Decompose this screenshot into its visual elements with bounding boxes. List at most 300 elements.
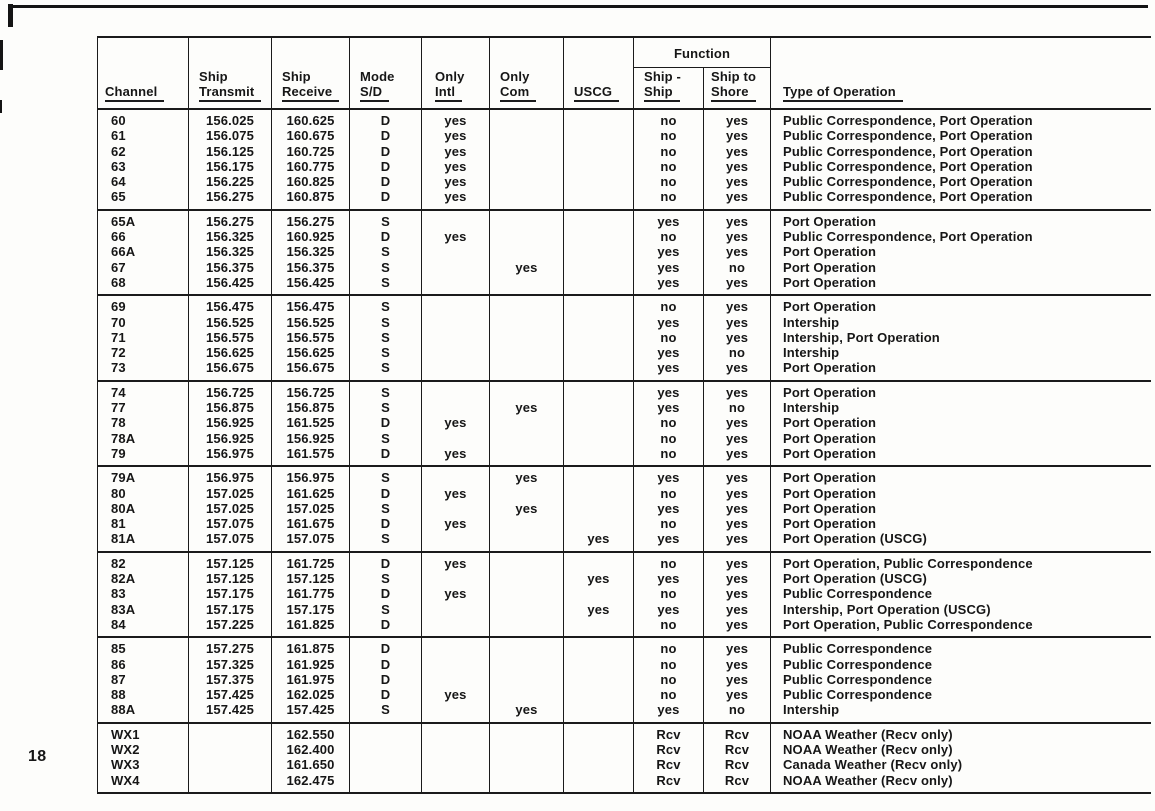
cell-receive: 156.625 [272, 345, 350, 360]
cell-com [490, 144, 564, 159]
cell-receive: 156.725 [272, 381, 350, 400]
cell-mode [350, 757, 422, 772]
cell-uscg [564, 742, 634, 757]
cell-mode: D [350, 486, 422, 501]
cell-com [490, 229, 564, 244]
cell-ship_shore: no [704, 260, 771, 275]
cell-intl: yes [422, 516, 490, 531]
cell-operation: Port Operation, Public Correspondence [771, 552, 1151, 571]
col-header-only-com: Only Com [490, 37, 564, 109]
cell-receive: 157.075 [272, 531, 350, 551]
table-row [98, 742, 1151, 757]
cell-intl [422, 360, 490, 380]
table-row [98, 672, 1151, 687]
cell-ship_ship: yes [634, 702, 704, 722]
cell-operation: Public Correspondence [771, 637, 1151, 656]
cell-operation: Intership [771, 345, 1151, 360]
table-row [98, 128, 1151, 143]
table-row [98, 260, 1151, 275]
cell-channel: 80 [111, 485, 126, 501]
cell-com: yes [490, 501, 564, 516]
cell-transmit: 156.325 [189, 244, 272, 259]
cell-receive: 157.125 [272, 571, 350, 586]
cell-transmit [189, 773, 272, 793]
table-row [98, 415, 1151, 430]
scan-artifact-top-line [12, 5, 1148, 8]
cell-operation: Port Operation [771, 446, 1151, 466]
cell-channel: 88 [111, 687, 126, 703]
cell-ship_shore: Rcv [704, 757, 771, 772]
table-row [98, 531, 1151, 551]
cell-operation: Port Operation [771, 431, 1151, 446]
cell-channel: 88A [111, 702, 136, 718]
cell-com [490, 773, 564, 793]
table-row [98, 210, 1151, 229]
cell-transmit: 156.425 [189, 275, 272, 295]
cell-channel: WX4 [111, 772, 140, 788]
cell-uscg [564, 260, 634, 275]
cell-com [490, 174, 564, 189]
cell-channel: 84 [111, 616, 126, 632]
cell-ship_shore: yes [704, 109, 771, 128]
cell-intl [422, 637, 490, 656]
cell-receive: 156.375 [272, 260, 350, 275]
table-row [98, 345, 1151, 360]
cell-operation: Port Operation, Public Correspondence [771, 617, 1151, 637]
cell-com [490, 552, 564, 571]
cell-ship_ship: yes [634, 210, 704, 229]
cell-intl: yes [422, 128, 490, 143]
cell-channel: 71 [111, 329, 126, 345]
cell-intl [422, 400, 490, 415]
cell-operation: Public Correspondence [771, 672, 1151, 687]
cell-channel: 83 [111, 586, 126, 602]
table-row [98, 381, 1151, 400]
cell-intl: yes [422, 446, 490, 466]
cell-ship_shore: no [704, 400, 771, 415]
cell-ship_shore: no [704, 345, 771, 360]
col-header-ship-transmit: Ship Transmit [189, 37, 272, 109]
cell-intl: yes [422, 552, 490, 571]
cell-intl [422, 260, 490, 275]
cell-mode: D [350, 446, 422, 466]
cell-com [490, 128, 564, 143]
cell-transmit: 157.175 [189, 586, 272, 601]
cell-ship_shore: yes [704, 586, 771, 601]
cell-mode [350, 742, 422, 757]
table-row [98, 109, 1151, 128]
cell-channel: 69 [111, 299, 126, 315]
table-row [98, 757, 1151, 772]
cell-channel: 70 [111, 314, 126, 330]
cell-receive: 162.400 [272, 742, 350, 757]
cell-uscg [564, 144, 634, 159]
cell-mode: S [350, 431, 422, 446]
cell-receive: 162.475 [272, 773, 350, 793]
cell-operation: Public Correspondence [771, 657, 1151, 672]
cell-receive: 156.575 [272, 330, 350, 345]
cell-ship_ship: no [634, 144, 704, 159]
cell-com [490, 109, 564, 128]
cell-operation: Intership [771, 400, 1151, 415]
table-row [98, 330, 1151, 345]
cell-com [490, 687, 564, 702]
cell-channel: 85 [111, 641, 126, 657]
cell-ship_ship: yes [634, 360, 704, 380]
cell-operation: NOAA Weather (Recv only) [771, 723, 1151, 742]
cell-receive: 156.925 [272, 431, 350, 446]
cell-receive: 160.925 [272, 229, 350, 244]
cell-com: yes [490, 702, 564, 722]
cell-operation: Port Operation (USCG) [771, 571, 1151, 586]
cell-ship_shore: yes [704, 295, 771, 314]
table-row [98, 516, 1151, 531]
cell-receive: 162.550 [272, 723, 350, 742]
cell-channel: 65A [111, 213, 136, 229]
cell-channel: 81 [111, 516, 126, 532]
cell-com: yes [490, 466, 564, 485]
cell-operation: Public Correspondence, Port Operation [771, 174, 1151, 189]
cell-operation: Port Operation [771, 381, 1151, 400]
cell-uscg [564, 431, 634, 446]
cell-com [490, 672, 564, 687]
cell-mode: S [350, 702, 422, 722]
cell-channel: 82 [111, 555, 126, 571]
cell-ship_ship: no [634, 109, 704, 128]
cell-uscg [564, 657, 634, 672]
cell-ship_ship: no [634, 617, 704, 637]
cell-receive: 160.775 [272, 159, 350, 174]
cell-ship_shore: yes [704, 189, 771, 209]
cell-operation: Port Operation [771, 415, 1151, 430]
cell-receive: 157.175 [272, 602, 350, 617]
cell-com [490, 571, 564, 586]
cell-receive: 160.675 [272, 128, 350, 143]
cell-intl [422, 431, 490, 446]
cell-com [490, 431, 564, 446]
cell-ship_ship: yes [634, 244, 704, 259]
cell-intl [422, 702, 490, 722]
cell-intl: yes [422, 586, 490, 601]
vhf-channel-table [97, 36, 1151, 794]
cell-mode: S [350, 260, 422, 275]
col-header-ship-to-shore: Ship to Shore [704, 67, 771, 109]
cell-transmit [189, 723, 272, 742]
table-row [98, 466, 1151, 485]
cell-operation: Port Operation [771, 244, 1151, 259]
cell-ship_shore: yes [704, 617, 771, 637]
table-row [98, 501, 1151, 516]
cell-uscg [564, 702, 634, 722]
cell-ship_ship: yes [634, 466, 704, 485]
cell-uscg [564, 617, 634, 637]
cell-uscg [564, 128, 634, 143]
table-row [98, 486, 1151, 501]
cell-operation: Canada Weather (Recv only) [771, 757, 1151, 772]
cell-mode: D [350, 586, 422, 601]
cell-ship_ship: no [634, 431, 704, 446]
cell-com [490, 244, 564, 259]
cell-operation: Port Operation [771, 516, 1151, 531]
cell-channel: 79A [111, 470, 136, 486]
cell-intl [422, 466, 490, 485]
cell-ship_shore: yes [704, 330, 771, 345]
cell-mode: D [350, 128, 422, 143]
cell-mode: D [350, 189, 422, 209]
cell-intl: yes [422, 159, 490, 174]
cell-transmit: 156.125 [189, 144, 272, 159]
table-row [98, 637, 1151, 656]
cell-com [490, 415, 564, 430]
cell-ship_shore: yes [704, 466, 771, 485]
cell-operation: Public Correspondence, Port Operation [771, 159, 1151, 174]
cell-transmit: 156.875 [189, 400, 272, 415]
cell-ship_shore: yes [704, 571, 771, 586]
cell-com [490, 159, 564, 174]
cell-channel: WX3 [111, 757, 140, 773]
channel-group [98, 723, 1151, 793]
cell-transmit: 157.025 [189, 501, 272, 516]
cell-ship_ship: no [634, 295, 704, 314]
cell-uscg [564, 244, 634, 259]
cell-intl [422, 345, 490, 360]
cell-transmit: 156.925 [189, 431, 272, 446]
cell-transmit: 157.425 [189, 702, 272, 722]
cell-com [490, 315, 564, 330]
cell-uscg [564, 381, 634, 400]
cell-intl [422, 315, 490, 330]
cell-ship_ship: no [634, 672, 704, 687]
cell-transmit: 156.975 [189, 446, 272, 466]
cell-operation: Public Correspondence, Port Operation [771, 229, 1151, 244]
cell-mode [350, 773, 422, 793]
cell-channel: 63 [111, 158, 126, 174]
cell-ship_shore: yes [704, 144, 771, 159]
cell-operation: Port Operation [771, 486, 1151, 501]
col-header-uscg: USCG [564, 37, 634, 109]
cell-intl [422, 531, 490, 551]
cell-ship_ship: yes [634, 571, 704, 586]
cell-uscg [564, 486, 634, 501]
cell-operation: Port Operation (USCG) [771, 531, 1151, 551]
table-row [98, 229, 1151, 244]
cell-intl: yes [422, 189, 490, 209]
cell-com [490, 189, 564, 209]
cell-ship_ship: no [634, 159, 704, 174]
cell-transmit: 157.125 [189, 571, 272, 586]
cell-ship_shore: yes [704, 531, 771, 551]
cell-uscg [564, 360, 634, 380]
cell-uscg [564, 516, 634, 531]
cell-uscg [564, 210, 634, 229]
cell-mode: S [350, 602, 422, 617]
cell-transmit: 157.275 [189, 637, 272, 656]
cell-transmit: 157.425 [189, 687, 272, 702]
cell-uscg [564, 637, 634, 656]
cell-uscg [564, 159, 634, 174]
cell-receive: 161.675 [272, 516, 350, 531]
cell-intl [422, 742, 490, 757]
cell-intl: yes [422, 415, 490, 430]
cell-transmit: 156.725 [189, 381, 272, 400]
cell-uscg [564, 466, 634, 485]
cell-ship_shore: yes [704, 446, 771, 466]
cell-uscg: yes [564, 571, 634, 586]
cell-operation: Public Correspondence [771, 586, 1151, 601]
cell-ship_ship: no [634, 189, 704, 209]
cell-channel: 86 [111, 656, 126, 672]
cell-mode: D [350, 617, 422, 637]
cell-transmit: 157.025 [189, 486, 272, 501]
cell-ship_ship: Rcv [634, 723, 704, 742]
cell-uscg [564, 757, 634, 772]
cell-com [490, 723, 564, 742]
cell-mode: S [350, 381, 422, 400]
channel-group [98, 466, 1151, 551]
cell-uscg [564, 687, 634, 702]
cell-ship_shore: yes [704, 275, 771, 295]
cell-ship_shore: yes [704, 552, 771, 571]
table-row [98, 723, 1151, 742]
cell-intl [422, 275, 490, 295]
cell-ship_shore: yes [704, 128, 771, 143]
cell-ship_ship: no [634, 657, 704, 672]
scan-artifact-left-dot [0, 100, 2, 113]
cell-operation: Public Correspondence, Port Operation [771, 128, 1151, 143]
cell-intl [422, 244, 490, 259]
cell-uscg [564, 501, 634, 516]
cell-operation: Port Operation [771, 466, 1151, 485]
table-row [98, 174, 1151, 189]
cell-intl [422, 602, 490, 617]
cell-uscg [564, 315, 634, 330]
table-row [98, 552, 1151, 571]
cell-uscg [564, 586, 634, 601]
table-row [98, 586, 1151, 601]
channel-group [98, 552, 1151, 637]
cell-receive: 161.525 [272, 415, 350, 430]
cell-transmit: 156.525 [189, 315, 272, 330]
cell-ship_shore: yes [704, 501, 771, 516]
cell-uscg [564, 174, 634, 189]
table-row [98, 773, 1151, 793]
cell-com [490, 516, 564, 531]
cell-receive: 160.875 [272, 189, 350, 209]
cell-transmit: 156.275 [189, 210, 272, 229]
cell-receive: 161.925 [272, 657, 350, 672]
cell-transmit: 156.275 [189, 189, 272, 209]
cell-com: yes [490, 400, 564, 415]
cell-transmit: 156.925 [189, 415, 272, 430]
cell-uscg: yes [564, 602, 634, 617]
cell-com [490, 275, 564, 295]
cell-receive: 161.725 [272, 552, 350, 571]
cell-mode: S [350, 244, 422, 259]
cell-com [490, 345, 564, 360]
cell-uscg [564, 295, 634, 314]
channel-group [98, 295, 1151, 380]
cell-mode: D [350, 657, 422, 672]
cell-transmit: 157.075 [189, 516, 272, 531]
cell-ship_ship: yes [634, 275, 704, 295]
cell-ship_shore: yes [704, 315, 771, 330]
cell-transmit: 156.175 [189, 159, 272, 174]
cell-com [490, 617, 564, 637]
cell-receive: 161.775 [272, 586, 350, 601]
col-header-type-of-operation: Type of Operation [771, 37, 1151, 109]
cell-channel: WX2 [111, 741, 140, 757]
cell-mode: S [350, 345, 422, 360]
table-row [98, 295, 1151, 314]
cell-ship_ship: no [634, 446, 704, 466]
table-row [98, 159, 1151, 174]
cell-ship_shore: yes [704, 431, 771, 446]
cell-mode: D [350, 229, 422, 244]
cell-ship_ship: yes [634, 381, 704, 400]
cell-mode: S [350, 275, 422, 295]
cell-mode: S [350, 531, 422, 551]
cell-receive: 161.975 [272, 672, 350, 687]
cell-com [490, 586, 564, 601]
cell-uscg: yes [564, 531, 634, 551]
cell-intl: yes [422, 229, 490, 244]
cell-ship_ship: yes [634, 531, 704, 551]
cell-transmit: 157.125 [189, 552, 272, 571]
cell-operation: Port Operation [771, 295, 1151, 314]
cell-receive: 160.725 [272, 144, 350, 159]
cell-ship_ship: Rcv [634, 773, 704, 793]
cell-ship_ship: no [634, 552, 704, 571]
cell-channel: 61 [111, 128, 126, 144]
cell-uscg [564, 189, 634, 209]
cell-mode: S [350, 571, 422, 586]
cell-mode: D [350, 637, 422, 656]
cell-ship_ship: no [634, 128, 704, 143]
cell-ship_shore: yes [704, 657, 771, 672]
cell-receive: 161.650 [272, 757, 350, 772]
cell-transmit [189, 757, 272, 772]
cell-ship_shore: Rcv [704, 742, 771, 757]
cell-ship_ship: no [634, 586, 704, 601]
cell-operation: Port Operation [771, 360, 1151, 380]
col-header-ship-receive: Ship Receive [272, 37, 350, 109]
cell-channel: 62 [111, 143, 126, 159]
cell-uscg [564, 446, 634, 466]
cell-mode: S [350, 330, 422, 345]
cell-mode: D [350, 516, 422, 531]
cell-ship_shore: yes [704, 602, 771, 617]
table-row [98, 702, 1151, 722]
scan-artifact-left-bar [0, 40, 3, 70]
table-row [98, 446, 1151, 466]
cell-channel: 82A [111, 571, 136, 587]
cell-intl [422, 295, 490, 314]
table-row [98, 315, 1151, 330]
cell-channel: 68 [111, 274, 126, 290]
cell-com [490, 446, 564, 466]
cell-receive: 156.675 [272, 360, 350, 380]
table-row [98, 400, 1151, 415]
cell-receive: 156.875 [272, 400, 350, 415]
cell-uscg [564, 672, 634, 687]
cell-channel: 83A [111, 601, 136, 617]
cell-mode: D [350, 174, 422, 189]
cell-channel: 81A [111, 531, 136, 547]
cell-ship_ship: yes [634, 501, 704, 516]
cell-operation: Port Operation [771, 275, 1151, 295]
cell-com [490, 531, 564, 551]
table-row [98, 687, 1151, 702]
